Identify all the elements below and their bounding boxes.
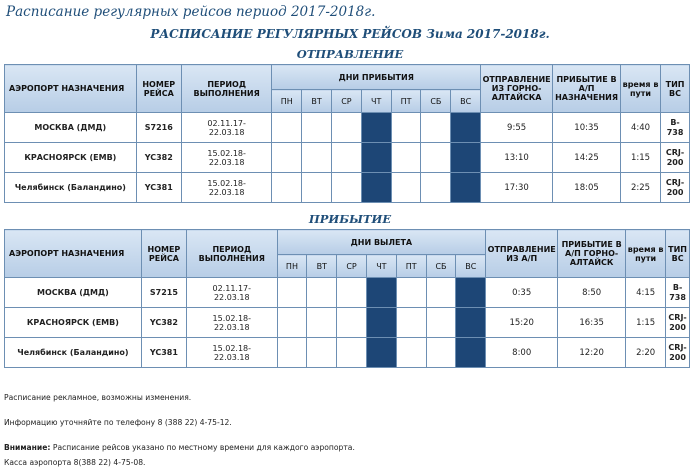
header-flight-number: НОМЕР РЕЙСА [141,230,186,278]
day-empty-cell [337,278,367,308]
header-destination: АЭРОПОРТ НАЗНАЧЕНИЯ [5,230,142,278]
arrival-time-cell: 8:50 [558,278,626,308]
arrival-time-cell: 14:25 [553,143,621,173]
header-arrival-time: ПРИБЫТИЕ В А/П ГОРНО-АЛТАЙСК [558,230,626,278]
aircraft-cell [666,308,690,338]
weekday-header: СР [337,255,367,278]
day-empty-cell [391,143,421,173]
day-empty-cell [337,338,367,368]
departure-time-cell: 17:30 [481,173,553,203]
weekday-header: ПТ [396,255,426,278]
flight-number-cell: S7216 [136,113,181,143]
departure-table [4,64,690,203]
arrival-section-title: ПРИБЫТИЕ [308,212,392,226]
aircraft-type-a: CRJ- [665,147,685,157]
aircraft-type-a: B- [670,117,680,127]
day-empty-cell [272,113,302,143]
table-row [5,278,690,308]
day-empty-cell [302,113,332,143]
period-to: 22.03.18 [208,127,245,137]
note-attention [4,443,355,452]
period-from: 15.02.18- [212,343,252,353]
day-marked-cell [451,173,481,203]
day-empty-cell [272,173,302,203]
header-destination: АЭРОПОРТ НАЗНАЧЕНИЯ [5,65,137,113]
weekday-header: ПТ [391,90,421,113]
day-marked-cell [361,143,391,173]
aircraft-type-b: 200 [669,322,686,332]
aircraft-type-b: 738 [669,292,686,302]
period-cell [181,173,272,203]
weekday-header: ВС [451,90,481,113]
period-to: 22.03.18 [208,157,245,167]
day-empty-cell [426,338,456,368]
weekday-header: ЧТ [366,255,396,278]
header-departure-time: ОТПРАВЛЕНИЕ ИЗ ГОРНО-АЛТАЙСКА [481,65,553,113]
period-to: 22.03.18 [213,292,250,302]
weekday-header: СР [332,90,362,113]
day-marked-cell [361,113,391,143]
weekday-header: ВТ [307,255,337,278]
day-marked-cell [366,338,396,368]
note-cashier: Касса аэропорта 8(388 22) 4-75-08. [4,458,146,467]
flight-number-cell: YC382 [136,143,181,173]
day-marked-cell [366,308,396,338]
day-marked-cell [456,278,486,308]
day-marked-cell [366,278,396,308]
aircraft-type-a: CRJ- [665,177,685,187]
duration-cell: 1:15 [620,143,660,173]
day-empty-cell [332,113,362,143]
aircraft-cell [661,143,690,173]
aircraft-type-b: 200 [666,187,684,197]
arrival-time-cell: 10:35 [553,113,621,143]
schedule-title: РАСПИСАНИЕ РЕГУЛЯРНЫХ РЕЙСОВ Зима 2017-2018г. [150,27,550,41]
day-empty-cell [421,113,451,143]
period-from: 02.11.17- [207,118,246,128]
weekday-header: ЧТ [361,90,391,113]
aircraft-cell [661,173,690,203]
aircraft-type-a: CRJ- [668,342,687,352]
day-empty-cell [307,278,337,308]
period-to: 22.03.18 [208,187,245,197]
flight-number-cell: YC381 [136,173,181,203]
arrival-time-cell: 12:20 [558,338,626,368]
table-row [5,173,690,203]
departure-time-cell: 15:20 [486,308,558,338]
destination-cell: Челябинск (Баландино) [5,173,137,203]
header-aircraft: ТИП ВС [661,65,690,113]
weekday-header: ПН [277,255,307,278]
note-phone: Информацию уточняйте по телефону 8 (388 22) 4-75-12. [4,418,232,427]
day-marked-cell [451,143,481,173]
arrival-time-cell: 16:35 [558,308,626,338]
day-marked-cell [456,338,486,368]
period-cell [187,278,278,308]
destination-cell: МОСКВА (ДМД) [5,113,137,143]
day-empty-cell [302,173,332,203]
period-cell [187,338,278,368]
day-empty-cell [426,278,456,308]
header-duration: время в пути [620,65,660,113]
weekday-header: ВС [456,255,486,278]
day-marked-cell [451,113,481,143]
day-empty-cell [272,143,302,173]
day-marked-cell [361,173,391,203]
table-row [5,143,690,173]
day-empty-cell [332,173,362,203]
weekday-header: СБ [421,90,451,113]
destination-cell: КРАСНОЯРСК (ЕМВ) [5,308,142,338]
day-empty-cell [337,308,367,338]
aircraft-type-b: 200 [669,352,686,362]
period-from: 15.02.18- [207,178,246,188]
duration-cell: 2:25 [620,173,660,203]
day-empty-cell [396,308,426,338]
day-empty-cell [307,308,337,338]
aircraft-cell [666,338,690,368]
duration-cell: 4:40 [620,113,660,143]
day-empty-cell [332,143,362,173]
departure-time-cell: 8:00 [486,338,558,368]
day-marked-cell [456,308,486,338]
day-empty-cell [421,173,451,203]
weekday-header: ВТ [302,90,332,113]
duration-cell: 4:15 [626,278,666,308]
header-arrival-days: ДНИ ПРИБЫТИЯ [272,65,481,90]
page-title: Расписание регулярных рейсов период 2017-2018г. [6,4,376,20]
aircraft-cell [666,278,690,308]
period-cell [181,113,272,143]
aircraft-type-a: B- [672,282,683,292]
weekday-header: СБ [426,255,456,278]
destination-cell: МОСКВА (ДМД) [5,278,142,308]
departure-time-cell: 13:10 [481,143,553,173]
flight-number-cell: S7215 [141,278,186,308]
header-departure-time: ОТПРАВЛЕНИЕ ИЗ А/П [486,230,558,278]
header-period: ПЕРИОД ВЫПОЛНЕНИЯ [181,65,272,113]
day-empty-cell [421,143,451,173]
day-empty-cell [391,173,421,203]
duration-cell: 1:15 [626,308,666,338]
departure-time-cell: 0:35 [486,278,558,308]
flight-number-cell: YC382 [141,308,186,338]
header-departure-days: ДНИ ВЫЛЕТА [277,230,486,255]
header-flight-number: НОМЕР РЕЙСА [136,65,181,113]
note-attention-text: Расписание рейсов указано по местному времени для каждого аэропорта. [50,443,355,452]
flight-number-cell: YC381 [141,338,186,368]
period-cell [187,308,278,338]
departure-section-title: ОТПРАВЛЕНИЕ [296,47,404,61]
header-arrival-time: ПРИБЫТИЕ В А/П НАЗНАЧЕНИЯ [553,65,621,113]
header-duration: время в пути [626,230,666,278]
day-empty-cell [396,278,426,308]
day-empty-cell [277,338,307,368]
duration-cell: 2:20 [626,338,666,368]
aircraft-type-a: CRJ- [668,312,687,322]
weekday-header: ПН [272,90,302,113]
header-period: ПЕРИОД ВЫПОЛНЕНИЯ [187,230,278,278]
period-from: 15.02.18- [212,313,252,323]
destination-cell: КРАСНОЯРСК (ЕМВ) [5,143,137,173]
destination-cell: Челябинск (Баландино) [5,338,142,368]
table-row [5,113,690,143]
day-empty-cell [307,338,337,368]
departure-time-cell: 9:55 [481,113,553,143]
arrival-table [4,229,690,368]
arrival-time-cell: 18:05 [553,173,621,203]
table-row [5,308,690,338]
day-empty-cell [277,308,307,338]
period-from: 15.02.18- [207,148,246,158]
aircraft-cell [661,113,690,143]
period-to: 22.03.18 [213,352,250,362]
day-empty-cell [426,308,456,338]
table-row [5,338,690,368]
period-cell [181,143,272,173]
period-to: 22.03.18 [213,322,250,332]
day-empty-cell [277,278,307,308]
aircraft-type-b: 738 [666,127,684,137]
note-attention-label: Внимание: [4,443,51,452]
header-aircraft: ТИП ВС [666,230,690,278]
day-empty-cell [396,338,426,368]
aircraft-type-b: 200 [666,157,684,167]
period-from: 02.11.17- [212,283,252,293]
note-advertising: Расписание рекламное, возможны изменения. [4,393,192,402]
day-empty-cell [302,143,332,173]
day-empty-cell [391,113,421,143]
